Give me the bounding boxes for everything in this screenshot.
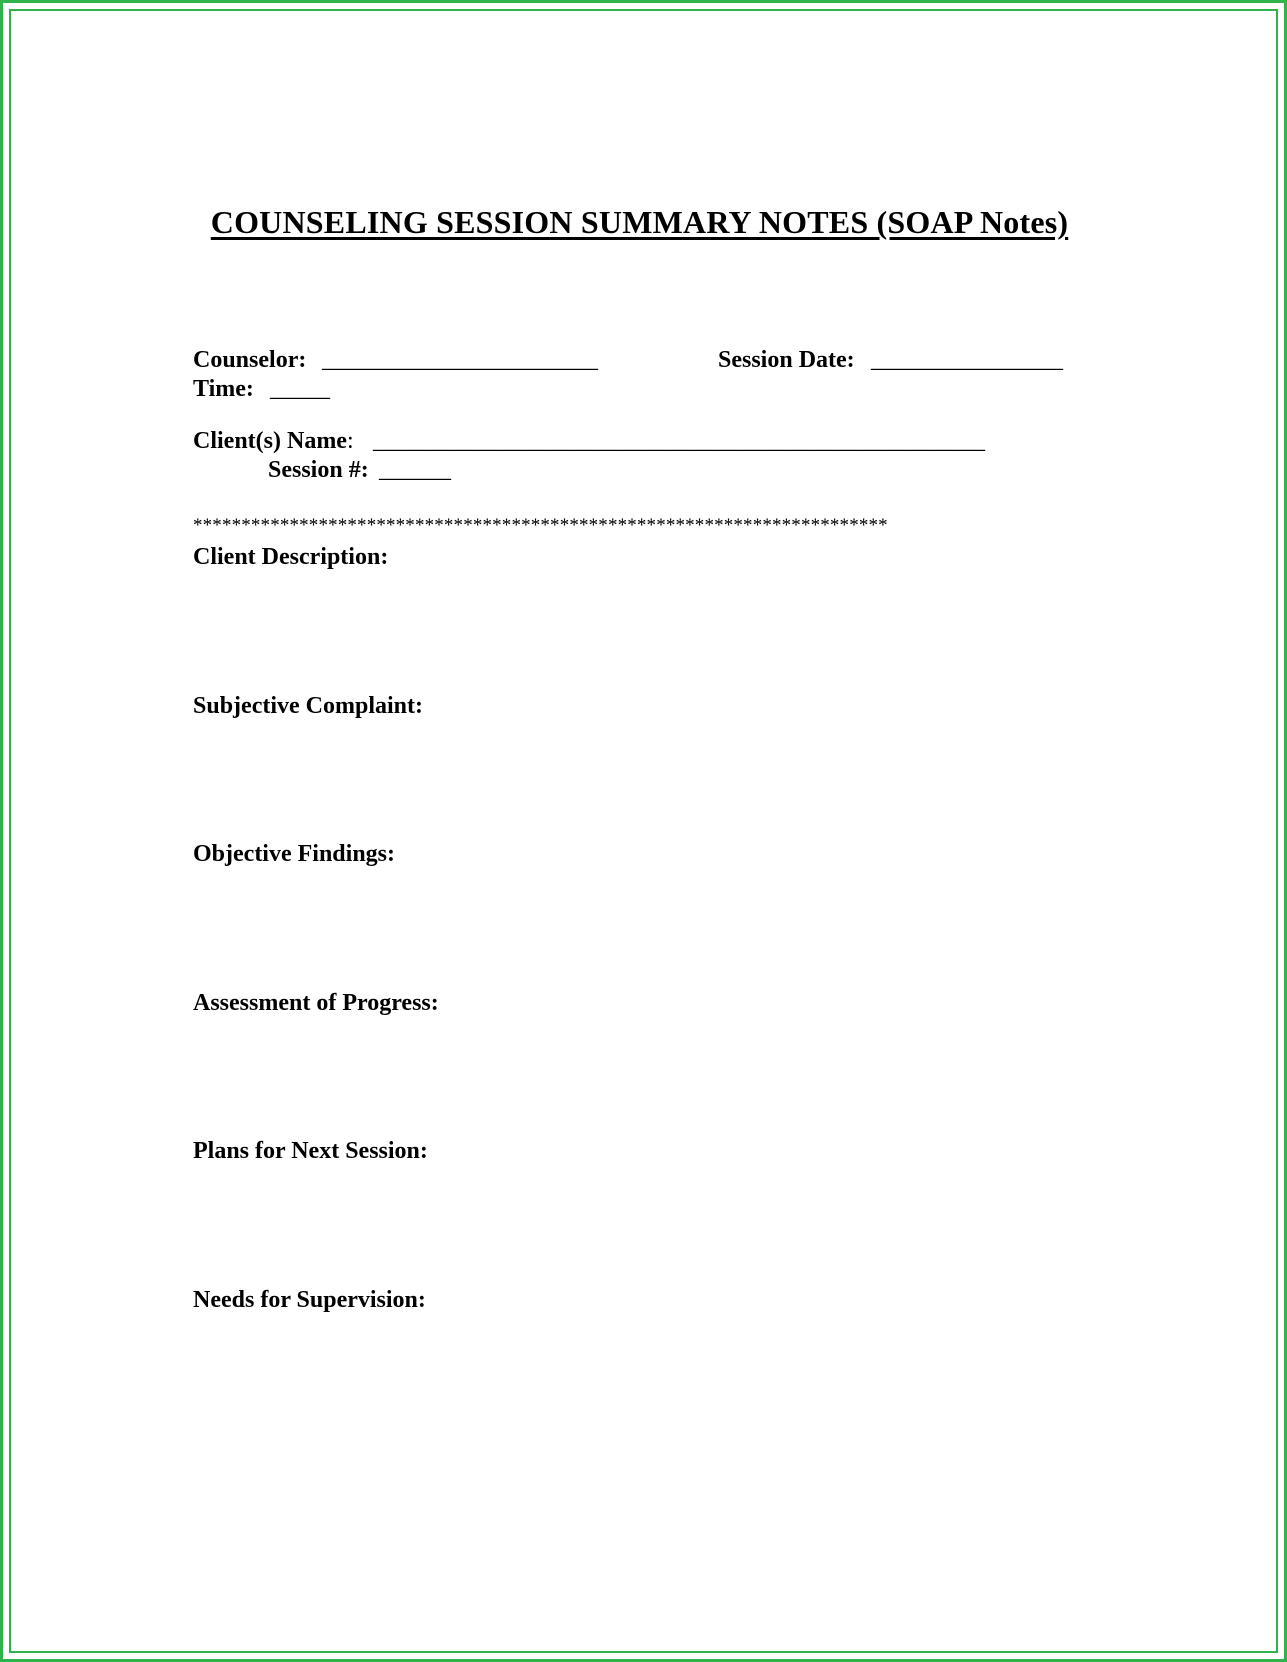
clients-name-colon: : [346, 428, 354, 454]
session-date-field[interactable]: ________________ [871, 347, 1063, 373]
section-objective-findings: Objective Findings: [193, 841, 395, 867]
asterisk-separator: ************************************************************************ [193, 515, 888, 536]
counselor-label: Counselor: [193, 347, 307, 373]
counselor-field[interactable]: _______________________ [322, 347, 598, 373]
clients-name-field[interactable]: ___________________________________________________ [373, 428, 985, 454]
section-subjective-complaint: Subjective Complaint: [193, 693, 423, 719]
time-field[interactable]: _____ [270, 376, 330, 402]
clients-name-label [193, 428, 354, 455]
session-number-label: Session #: [268, 457, 369, 483]
section-needs-for-supervision: Needs for Supervision: [193, 1287, 426, 1313]
section-assessment-of-progress: Assessment of Progress: [193, 990, 439, 1016]
document-title [0, 204, 1287, 241]
section-client-description: Client Description: [193, 544, 389, 570]
document-title-text: COUNSELING SESSION SUMMARY NOTES (SOAP Notes) [210, 204, 1069, 240]
clients-name-label-text: Client(s) Name [193, 428, 347, 454]
section-plans-for-next-session: Plans for Next Session: [193, 1138, 428, 1164]
time-label: Time: [193, 376, 254, 402]
session-number-field[interactable]: ______ [379, 457, 451, 483]
session-date-label: Session Date: [718, 347, 855, 373]
